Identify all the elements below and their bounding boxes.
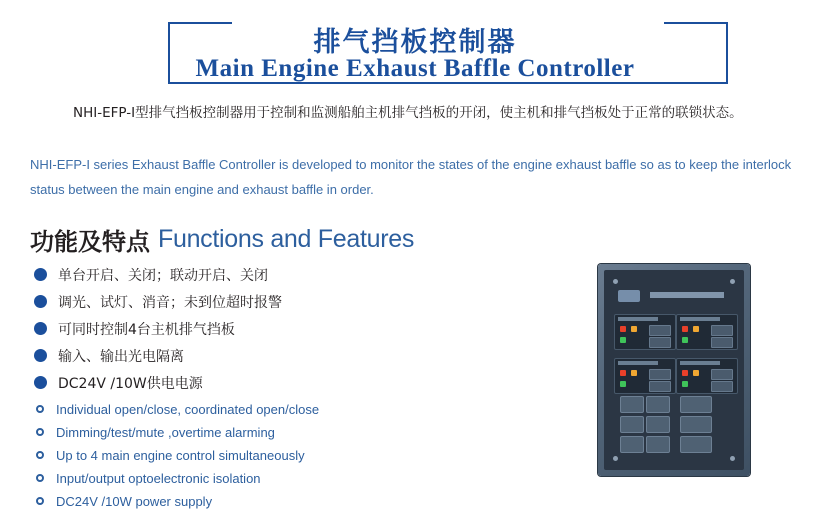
panel-button xyxy=(649,337,671,348)
led-amber-icon xyxy=(693,370,699,376)
module-label-plate xyxy=(680,317,720,321)
list-item xyxy=(34,316,454,341)
list-item xyxy=(36,467,466,489)
page-title-en: Main Engine Exhaust Baffle Controller xyxy=(195,55,635,82)
bullet-icon xyxy=(34,295,47,308)
feature-text: 调光、试灯、消音；未到位超时报警 xyxy=(58,294,282,311)
screw-icon xyxy=(730,279,735,284)
page-title-cn: 排气挡板控制器 xyxy=(313,27,517,58)
feature-text: Input/output optoelectronic isolation xyxy=(56,470,261,486)
panel-button xyxy=(711,337,733,348)
feature-text: 输入、输出光电隔离 xyxy=(58,348,184,365)
led-amber-icon xyxy=(631,370,637,376)
channel-module xyxy=(614,358,676,394)
panel-title-plate xyxy=(650,292,724,298)
panel-button xyxy=(649,325,671,336)
module-label-plate xyxy=(618,317,658,321)
keypad-button xyxy=(646,396,670,413)
keypad-button xyxy=(680,396,712,413)
bullet-outline-icon xyxy=(36,405,44,413)
product-photo xyxy=(598,264,750,476)
keypad-button xyxy=(680,436,712,453)
bullet-outline-icon xyxy=(36,474,44,482)
list-item xyxy=(36,398,466,420)
feature-text: DC24V /10W供电电源 xyxy=(58,375,203,392)
bullet-icon xyxy=(34,268,47,281)
list-item xyxy=(34,262,454,287)
feature-text: 单台开启、关闭；联动开启、关闭 xyxy=(58,267,268,284)
bullet-outline-icon xyxy=(36,497,44,505)
list-item xyxy=(34,343,454,368)
section-heading-cn: 功能及特点 xyxy=(30,228,150,256)
screw-icon xyxy=(613,279,618,284)
led-green-icon xyxy=(620,381,626,387)
list-item xyxy=(34,370,454,395)
panel-button xyxy=(711,381,733,392)
feature-text: Up to 4 main engine control simultaneously xyxy=(56,447,305,463)
keypad-button xyxy=(680,416,712,433)
keypad-button xyxy=(646,436,670,453)
feature-text: DC24V /10W power supply xyxy=(56,493,213,509)
bullet-outline-icon xyxy=(36,451,44,459)
intro-paragraph-cn: NHI-EFP-Ⅰ型排气挡板控制器用于控制和监测船舶主机排气挡板的开闭，使主机和排气挡板处于正常的联锁状态。 xyxy=(73,105,743,121)
section-heading xyxy=(30,222,414,257)
led-red-icon xyxy=(682,370,688,376)
keypad-button xyxy=(620,416,644,433)
intro-paragraph-en: NHI-EFP-I series Exhaust Baffle Controller is developed to monitor the states of the engine exhaust baffle so as to keep the interlock status between the main engine and exhaust baffle in order. xyxy=(30,157,792,197)
bullet-icon xyxy=(34,376,47,389)
led-amber-icon xyxy=(631,326,637,332)
bullet-icon xyxy=(34,322,47,335)
bullet-outline-icon xyxy=(36,428,44,436)
channel-module xyxy=(676,358,738,394)
keypad-button xyxy=(646,416,670,433)
features-list-cn xyxy=(34,262,454,397)
list-item xyxy=(36,421,466,443)
panel-button xyxy=(649,381,671,392)
page-header xyxy=(0,0,830,95)
feature-text: 可同时控制4台主机排气挡板 xyxy=(58,321,235,338)
screw-icon xyxy=(613,456,618,461)
panel-button xyxy=(711,325,733,336)
list-item xyxy=(36,490,466,512)
module-label-plate xyxy=(618,361,658,365)
led-green-icon xyxy=(682,337,688,343)
channel-module xyxy=(676,314,738,350)
keypad-button xyxy=(620,396,644,413)
features-list-en xyxy=(36,398,466,513)
panel-button xyxy=(711,369,733,380)
section-heading-en: Functions and Features xyxy=(158,225,415,253)
led-red-icon xyxy=(620,370,626,376)
module-label-plate xyxy=(680,361,720,365)
control-keypad xyxy=(620,396,728,452)
led-red-icon xyxy=(682,326,688,332)
screw-icon xyxy=(730,456,735,461)
list-item xyxy=(34,289,454,314)
list-item xyxy=(36,444,466,466)
bullet-icon xyxy=(34,349,47,362)
led-green-icon xyxy=(682,381,688,387)
controller-panel-face xyxy=(604,270,744,470)
feature-text: Individual open/close, coordinated open/close xyxy=(56,401,320,417)
panel-button xyxy=(649,369,671,380)
led-amber-icon xyxy=(693,326,699,332)
led-green-icon xyxy=(620,337,626,343)
channel-module xyxy=(614,314,676,350)
keypad-button xyxy=(620,436,644,453)
feature-text: Dimming/test/mute ,overtime alarming xyxy=(56,424,275,440)
led-red-icon xyxy=(620,326,626,332)
brand-logo-icon xyxy=(618,290,640,302)
